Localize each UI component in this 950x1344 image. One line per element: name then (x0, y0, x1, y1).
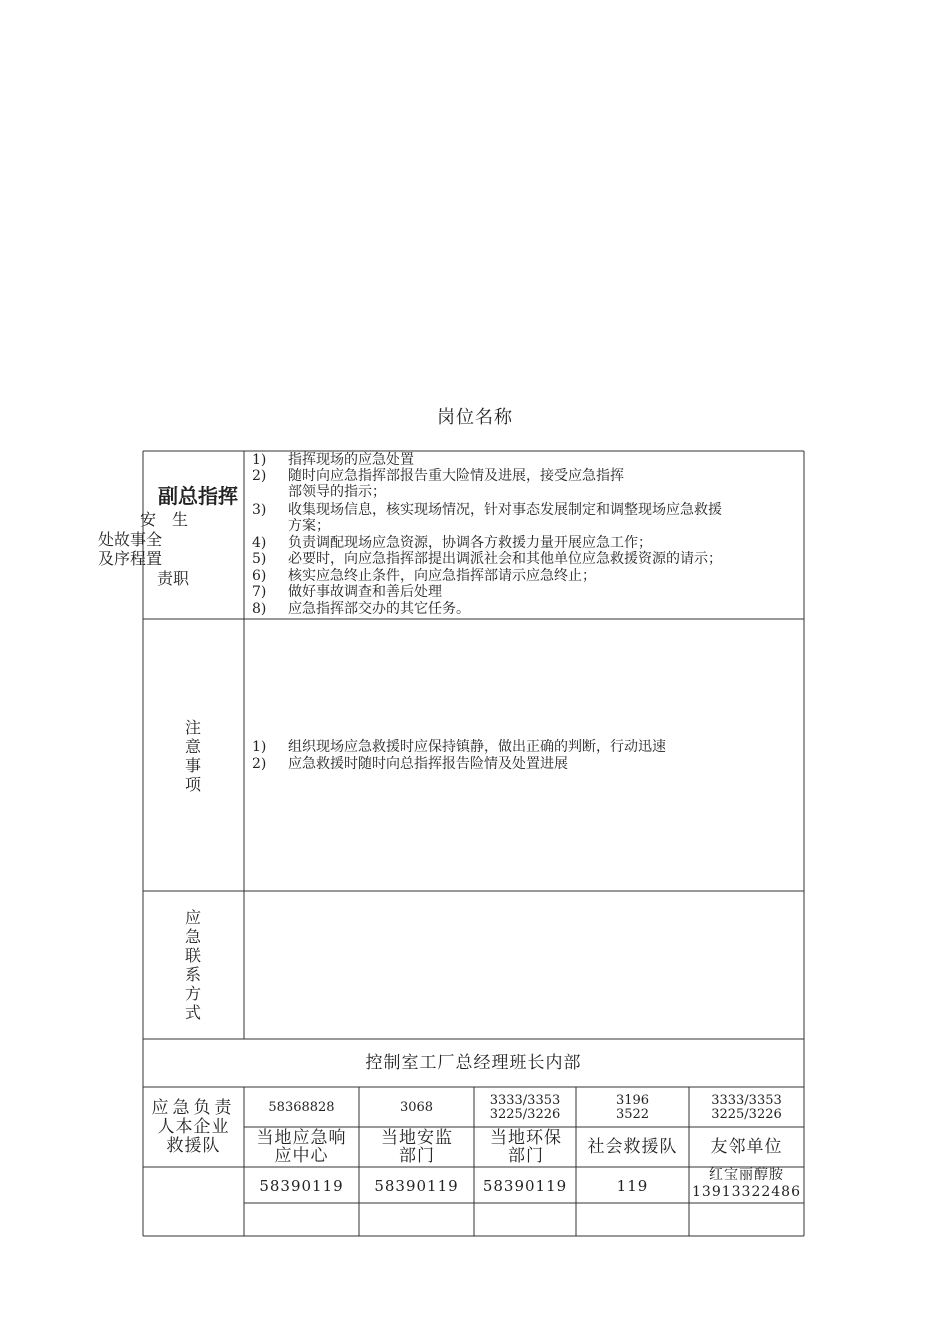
external-number: 红宝丽醇胺 13913322486 (692, 1167, 801, 1200)
list-item-text: 组织现场应急救援时应保持镇静，做出正确的判断，行动迅速 (288, 739, 666, 755)
internal-label-line: 应急负责 (151, 1098, 236, 1118)
role-label-line: 责职 (157, 569, 190, 588)
list-item-text: 核实应急终止条件，向应急指挥部请示应急终止； (288, 568, 596, 584)
external-number: 58390119 (482, 1177, 568, 1195)
list-item-number: 1) (252, 452, 267, 468)
list-item-number: 4) (252, 535, 267, 551)
list-item (252, 602, 470, 617)
list-item-text: 随时向应急指挥部报告重大险情及进展，接受应急指挥 (288, 468, 624, 484)
list-item-number: 1) (252, 739, 267, 755)
internal-number: 58368828 (268, 1100, 335, 1115)
internal-header: 控制室工厂总经理班长内部 (365, 1053, 582, 1073)
list-item-number: 3) (252, 502, 267, 518)
external-header: 当地应急响应中心 (256, 1128, 347, 1166)
list-item (252, 453, 414, 468)
role-label-line: 处故事全 (98, 530, 163, 549)
internal-label-line: 救援队 (166, 1136, 221, 1156)
list-item-number: 7) (252, 584, 267, 600)
external-number: 119 (616, 1177, 649, 1195)
internal-label-line: 人本企业 (157, 1117, 230, 1137)
list-item-text: 负责调配现场应急资源，协调各方救援力量开展应急工作； (288, 535, 652, 551)
list-item-text: 必要时，向应急指挥部提出调派社会和其他单位应急救援资源的请示； (288, 551, 722, 567)
role-label-line: 安生 (140, 510, 205, 529)
list-item (252, 519, 330, 534)
list-item (252, 469, 624, 484)
internal-number: 3333/3353 3225/3226 (489, 1093, 561, 1122)
list-item-text: 做好事故调查和善后处理 (288, 584, 442, 600)
list-item-text: 应急指挥部交办的其它任务。 (288, 601, 470, 617)
list-item (252, 585, 442, 600)
external-header: 社会救援队 (587, 1137, 678, 1157)
list-item-number: 6) (252, 568, 267, 584)
notes-label: 注意事项 (184, 718, 201, 794)
list-item-number: 2) (252, 468, 267, 484)
page-title: 岗位名称 (437, 407, 513, 428)
external-header: 友邻单位 (710, 1137, 783, 1157)
list-item-text: 收集现场信息，核实现场情况，针对事态发展制定和调整现场应急救援 (288, 502, 722, 518)
list-item-text: 应急救援时随时向总指挥报告险情及处置进展 (288, 756, 568, 772)
external-header: 当地环保部门 (490, 1128, 562, 1166)
list-item (252, 503, 722, 518)
list-item-text: 部领导的指示； (288, 484, 386, 500)
external-header: 当地安监部门 (381, 1128, 453, 1166)
list-item (252, 569, 596, 584)
list-item-number: 5) (252, 551, 267, 567)
list-item (252, 757, 568, 772)
contacts-label: 应急联系方式 (184, 908, 201, 1022)
list-item-text: 方案； (288, 518, 330, 534)
role-name: 副总指挥 (158, 484, 238, 508)
list-item (252, 536, 652, 551)
role-label-line: 及序程置 (98, 549, 163, 568)
list-item (252, 485, 386, 500)
list-item (252, 552, 722, 567)
list-item-text: 指挥现场的应急处置 (288, 452, 414, 468)
list-item (252, 740, 666, 755)
list-item-number: 2) (252, 756, 267, 772)
internal-number: 3068 (399, 1100, 434, 1115)
external-number: 58390119 (374, 1177, 459, 1195)
internal-number: 3333/3353 3225/3226 (711, 1093, 782, 1122)
internal-number: 3196 3522 (615, 1093, 650, 1122)
external-number: 58390119 (259, 1177, 344, 1195)
list-item-number: 8) (252, 601, 267, 617)
